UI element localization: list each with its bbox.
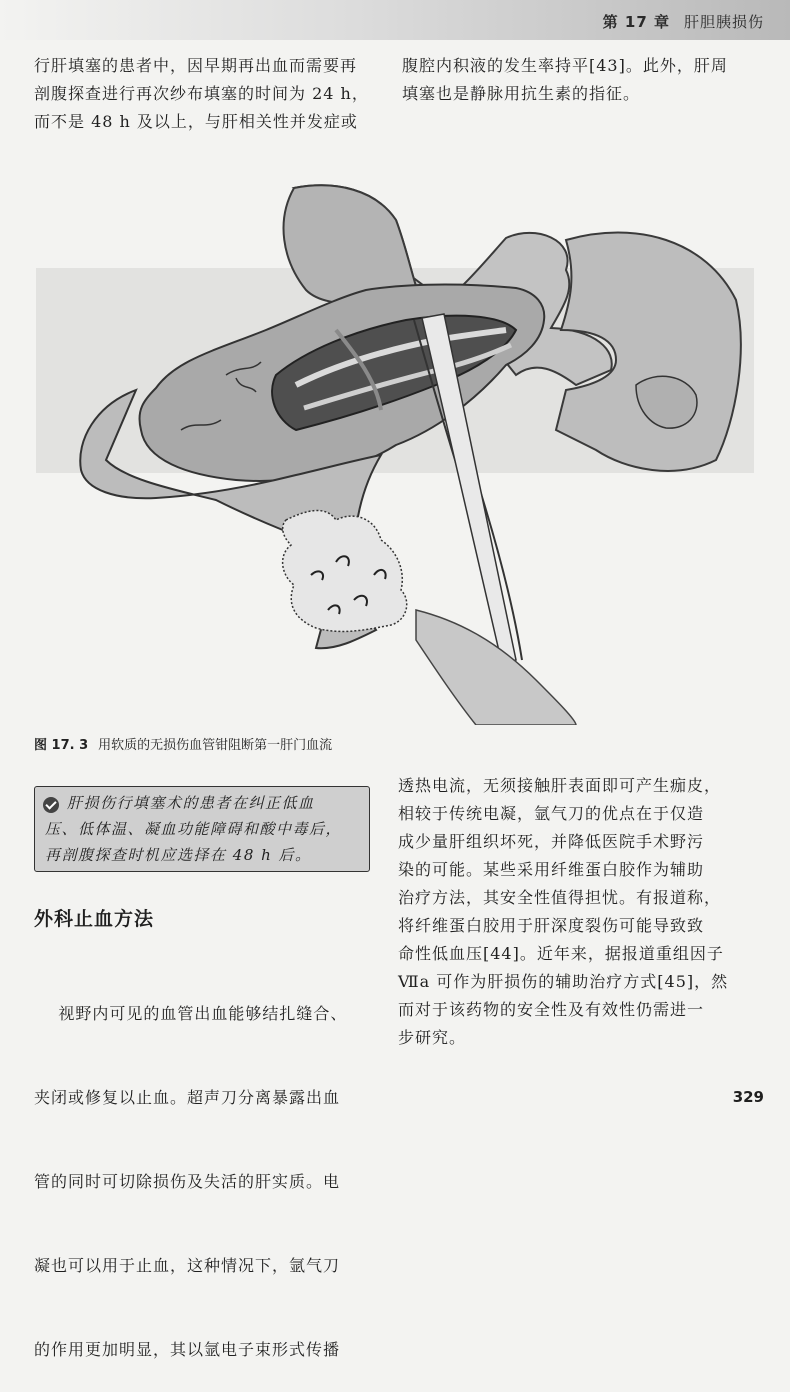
text-line: 压、低体温、凝血功能障碍和酸中毒后， (45, 820, 343, 838)
key-point-text (45, 790, 342, 868)
page-number: 329 (732, 1088, 764, 1106)
paragraph-bottom-right (398, 772, 728, 1052)
paragraph-bottom-left (34, 944, 347, 1392)
text-line: 将纤维蛋白胶用于肝深度裂伤可能导致致 (398, 916, 705, 935)
running-header (0, 0, 790, 40)
text-line: 再剖腹探查时机应选择在 48 h 后。 (45, 846, 312, 864)
paragraph-top-left (34, 52, 369, 136)
text-line: 而对于该药物的安全性及有效性仍需进一 (398, 1000, 705, 1019)
key-point-box (34, 786, 370, 872)
figure-label: 图 17. 3 (34, 738, 89, 753)
damaged-liver-tissue (283, 511, 407, 632)
text-line: 透热电流，无须接触肝表面即可产生痂皮， (398, 776, 722, 795)
text-line: Ⅶa 可作为肝损伤的辅助治疗方式[45]，然 (398, 972, 729, 991)
text-line: 视野内可见的血管出血能够结扎缝合、 (34, 1004, 348, 1023)
text-line: 相较于传统电凝，氩气刀的优点在于仅造 (398, 804, 705, 823)
text-line: 管的同时可切除损伤及失活的肝实质。电 (34, 1172, 341, 1191)
chapter-title: 肝胆胰损伤 (683, 13, 764, 31)
text-line: 行肝填塞的患者中，因早期再出血而需要再 (34, 56, 358, 75)
text-line: 治疗方法，其安全性值得担忧。有报道称， (398, 888, 722, 907)
header-text (603, 11, 764, 32)
text-line: 剖腹探查进行再次纱布填塞的时间为 24 h， (34, 84, 369, 103)
figure-caption-text: 用软质的无损伤血管钳阻断第一肝门血流 (98, 738, 333, 753)
surgical-illustration (36, 180, 754, 725)
text-line: 命性低血压[44]。近年来，据报道重组因子 (398, 944, 724, 963)
text-line: 填塞也是静脉用抗生素的指征。 (402, 84, 641, 103)
paragraph-top-right (402, 52, 728, 108)
figure-caption (34, 734, 332, 753)
text-line: 染的可能。某些采用纤维蛋白胶作为辅助 (398, 860, 705, 879)
text-line: 凝也可以用于止血，这种情况下，氩气刀 (34, 1256, 341, 1275)
text-line: 而不是 48 h 及以上，与肝相关性并发症或 (34, 112, 358, 131)
text-line: 成少量肝组织坏死，并降低医院手术野污 (398, 832, 705, 851)
text-line: 腹腔内积液的发生率持平[43]。此外，肝周 (402, 56, 728, 75)
chapter-number: 第 17 章 (602, 13, 670, 31)
text-line: 肝损伤行填塞术的患者在纠正低血 (67, 794, 315, 812)
text-line: 夹闭或修复以止血。超声刀分离暴露出血 (34, 1088, 341, 1107)
text-line: 的作用更加明显，其以氩电子束形式传播 (34, 1340, 341, 1359)
section-heading: 外科止血方法 (34, 908, 155, 930)
text-line: 步研究。 (398, 1028, 467, 1047)
